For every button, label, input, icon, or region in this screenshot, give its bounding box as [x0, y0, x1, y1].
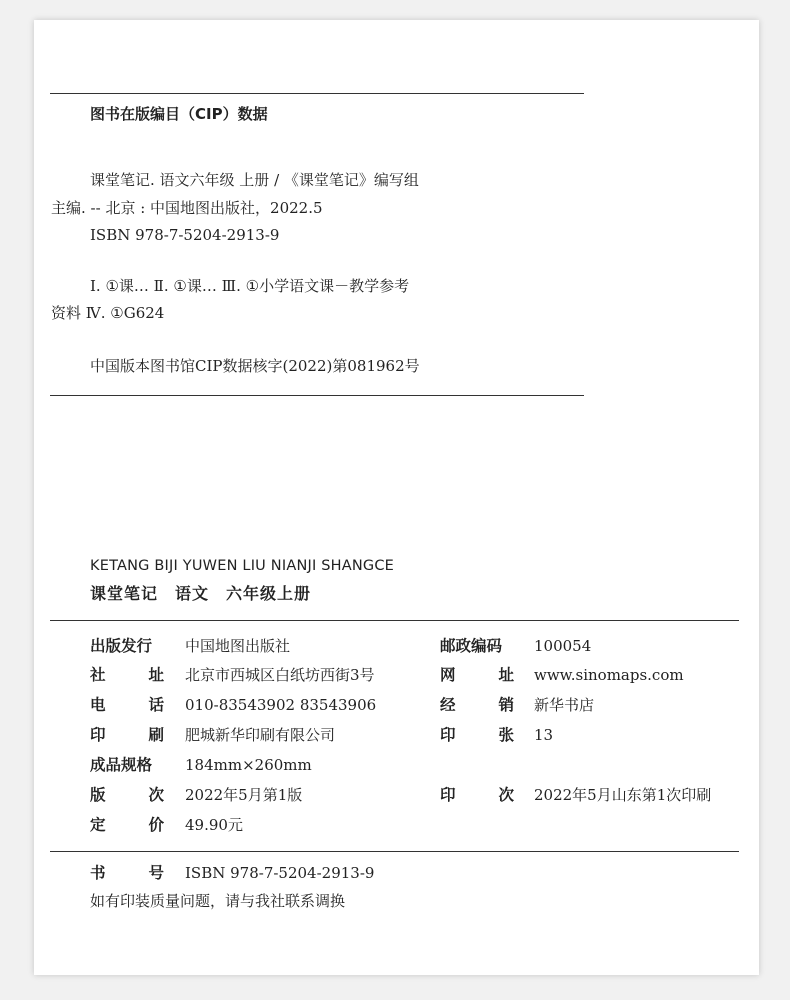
cip-isbn: ISBN 978-7-5204-2913-9 [90, 226, 280, 244]
distributor-value: 新华书店 [534, 696, 595, 714]
publisher-value: 中国地图出版社 [185, 637, 291, 655]
postcode-value: 100054 [534, 637, 592, 655]
printer-value: 肥城新华印刷有限公司 [185, 726, 336, 744]
cip-classification-2: 资料 Ⅳ. ①G624 [51, 304, 165, 322]
info-top-rule [50, 620, 739, 621]
cip-top-rule [50, 93, 584, 94]
price-value: 49.90元 [185, 816, 243, 834]
publisher-label: 出版发行 [90, 637, 153, 655]
cip-title: 图书在版编目（CIP）数据 [90, 105, 268, 123]
book-number-value: ISBN 978-7-5204-2913-9 [185, 864, 375, 882]
sheets-label: 印 张 [440, 726, 514, 744]
website-value: www.sinomaps.com [534, 666, 684, 684]
address-value: 北京市西城区白纸坊西街3号 [185, 666, 375, 684]
cip-bottom-rule [50, 395, 584, 396]
size-value: 184mm×260mm [185, 756, 312, 774]
edition-value: 2022年5月第1版 [185, 786, 303, 804]
printing-value: 2022年5月山东第1次印刷 [534, 786, 712, 804]
book-number-label: 书 号 [90, 864, 164, 882]
cip-line-1: 课堂笔记. 语文六年级 上册 / 《课堂笔记》编写组 [90, 171, 419, 189]
address-label: 社 址 [90, 666, 164, 684]
book-pinyin-title: KETANG BIJI YUWEN LIU NIANJI SHANGCE [90, 558, 395, 574]
phone-value: 010-83543902 83543906 [185, 696, 377, 714]
website-label: 网 址 [440, 666, 514, 684]
edition-label: 版 次 [90, 786, 164, 804]
cip-record-number: 中国版本图书馆CIP数据核字(2022)第081962号 [90, 357, 420, 375]
printer-label: 印 刷 [90, 726, 164, 744]
price-label: 定 价 [90, 816, 164, 834]
quality-notice: 如有印装质量问题，请与我社联系调换 [90, 892, 346, 910]
info-bottom-rule [50, 851, 739, 852]
sheets-value: 13 [534, 726, 554, 744]
book-title: 课堂笔记 语文 六年级上册 [90, 584, 312, 603]
copyright-page [34, 20, 759, 975]
postcode-label: 邮政编码 [440, 637, 503, 655]
cip-classification-1: Ⅰ. ①课… Ⅱ. ①课… Ⅲ. ①小学语文课－教学参考 [90, 277, 410, 295]
printing-label: 印 次 [440, 786, 514, 804]
distributor-label: 经 销 [440, 696, 514, 714]
phone-label: 电 话 [90, 696, 164, 714]
size-label: 成品规格 [90, 756, 153, 774]
cip-line-2: 主编. -- 北京 : 中国地图出版社，2022.5 [51, 199, 323, 217]
